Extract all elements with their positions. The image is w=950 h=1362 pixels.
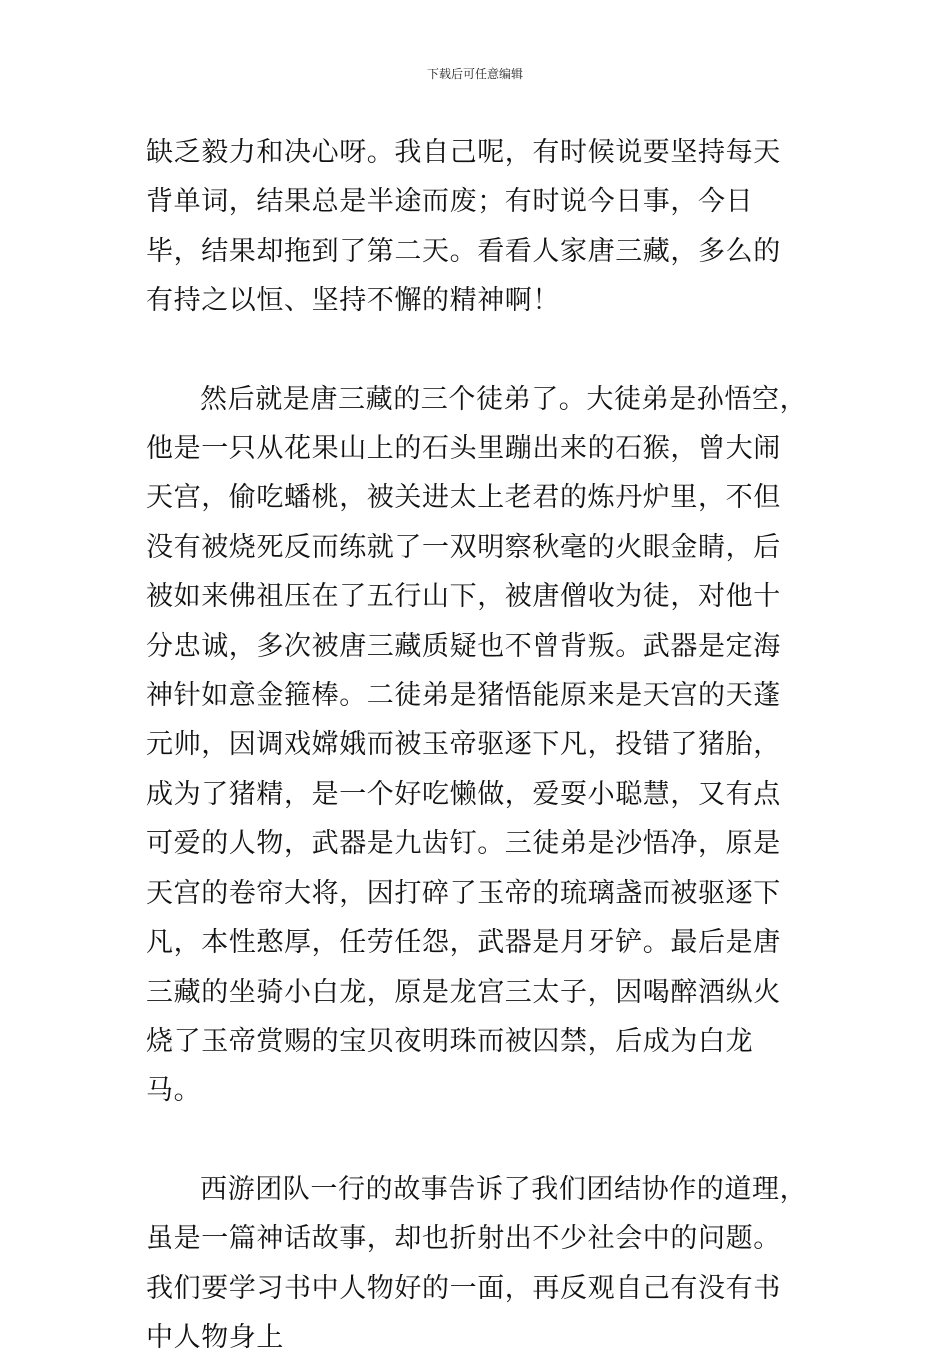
page-header: 下载后可任意编辑 [426,67,523,81]
paragraph-gap [146,326,808,375]
paragraph-1: 缺乏毅力和决心呀。我自己呢，有时候说要坚持每天背单词，结果总是半途而废；有时说今日事，今日毕，结果却拖到了第二天。看看人家唐三藏，多么的有持之以恒、坚持不懈的精神啊！ [146,137,781,317]
paragraph-gap [146,1116,808,1165]
paragraph-3: 西游团队一行的故事告诉了我们团结协作的道理，虽是一篇神话故事，却也折射出不少社会中的问题。我们要学习书中人物好的一面，再反观自己有没有书中人物身上 [146,1173,808,1353]
paragraph-2: 然后就是唐三藏的三个徒弟了。大徒弟是孙悟空，他是一只从花果山上的石头里蹦出来的石猴，曾大闹天宫，偷吃蟠桃，被关进太上老君的炼丹炉里，不但没有被烧死反而练就了一双明察秋毫的火眼金睛，后被如来佛祖压在了五行山下，被唐僧收为徒，对他十分忠诚，多次被唐三藏质疑也不曾背叛。武器是定海神针如意金箍棒。二徒弟是猪悟能原来是天宫的天蓬元帅，因调戏嫦娥而被玉帝驱逐下凡，投错了猪胎，成为了猪精，是一个好吃懒做，爱耍小聪慧，又有点可爱的人物，武器是九齿钉。三徒弟是沙悟净，原是天宫的卷帘大将，因打碎了玉帝的琉璃盏而被驱逐下凡，本性憨厚，任劳任怨，武器是月牙铲。最后是唐三藏的坐骑小白龙，原是龙宫三太子，因喝醉酒纵火烧了玉帝赏赐的宝贝夜明珠而被囚禁，后成为白龙马。 [146,383,808,1107]
document-body [146,128,808,1362]
